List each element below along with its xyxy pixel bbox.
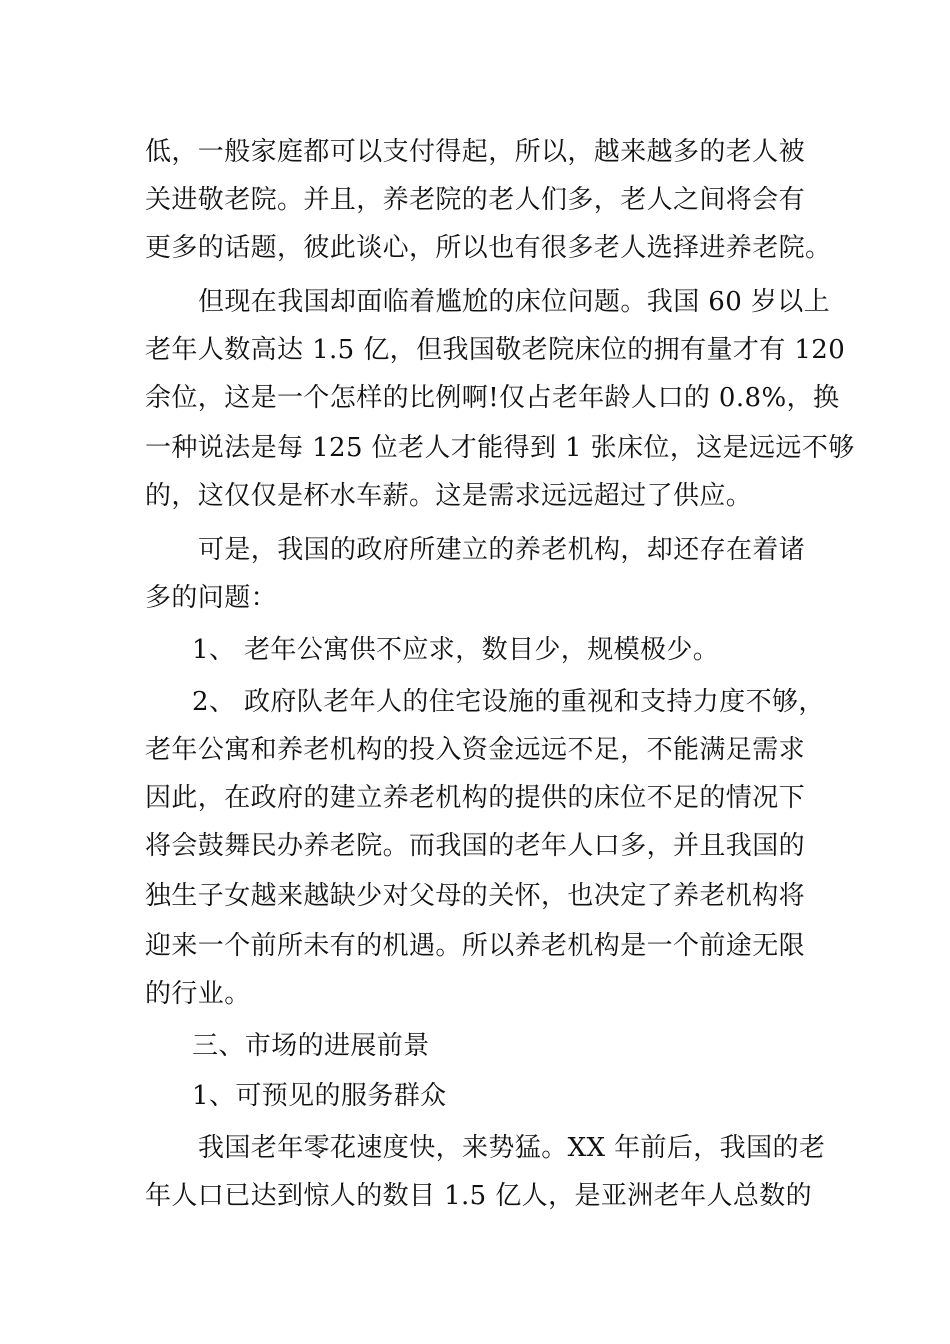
text-line-14: 因此，在政府的建立养老机构的提供的床位不足的情况下 xyxy=(145,783,806,813)
text-line-7: 一种说法是每 125 位老人才能得到 1 张床位，这是远远不够 xyxy=(145,433,855,463)
text-line-21: 我国老年零花速度快，来势猛。XX 年前后，我国的老 xyxy=(198,1133,826,1163)
text-line-10: 多的问题： xyxy=(145,583,278,613)
text-line-2: 关进敬老院。并且，养老院的老人们多，老人之间将会有 xyxy=(145,185,806,215)
text-line-1: 低，一般家庭都可以支付得起，所以，越来越多的老人被 xyxy=(145,137,806,167)
text-line-22: 年人口已达到惊人的数目 1.5 亿人，是亚洲老年人总数的 xyxy=(145,1181,813,1211)
list-item-1: 1、 老年公寓供不应求，数目少，规模极少。 xyxy=(192,635,720,665)
text-line-16: 独生子女越来越缺少对父母的关怀，也决定了养老机构将 xyxy=(145,881,806,911)
text-line-4: 但现在我国却面临着尴尬的床位问题。我国 60 岁以上 xyxy=(198,287,831,317)
text-line-8: 的，这仅仅是杯水车薪。这是需求远远超过了供应。 xyxy=(145,481,753,511)
text-line-3: 更多的话题，彼此谈心，所以也有很多老人选择进养老院。 xyxy=(145,233,832,263)
text-line-5: 老年人数高达 1.5 亿，但我国敬老院床位的拥有量才有 120 xyxy=(145,335,846,365)
subsection-heading: 1、可预见的服务群众 xyxy=(192,1081,447,1111)
section-heading: 三、市场的进展前景 xyxy=(192,1031,430,1061)
text-line-6: 余位，这是一个怎样的比例啊!仅占老年龄人口的 0.8%，换 xyxy=(145,383,840,413)
list-item-2: 2、 政府队老年人的住宅设施的重视和支持力度不够， xyxy=(192,687,825,717)
text-line-9: 可是，我国的政府所建立的养老机构，却还存在着诸 xyxy=(198,535,806,565)
text-line-17: 迎来一个前所未有的机遇。所以养老机构是一个前途无限 xyxy=(145,931,806,961)
text-line-18: 的行业。 xyxy=(145,979,251,1009)
text-line-15: 将会鼓舞民办养老院。而我国的老年人口多，并且我国的 xyxy=(145,831,806,861)
text-line-13: 老年公寓和养老机构的投入资金远远不足，不能满足需求 xyxy=(145,735,806,765)
